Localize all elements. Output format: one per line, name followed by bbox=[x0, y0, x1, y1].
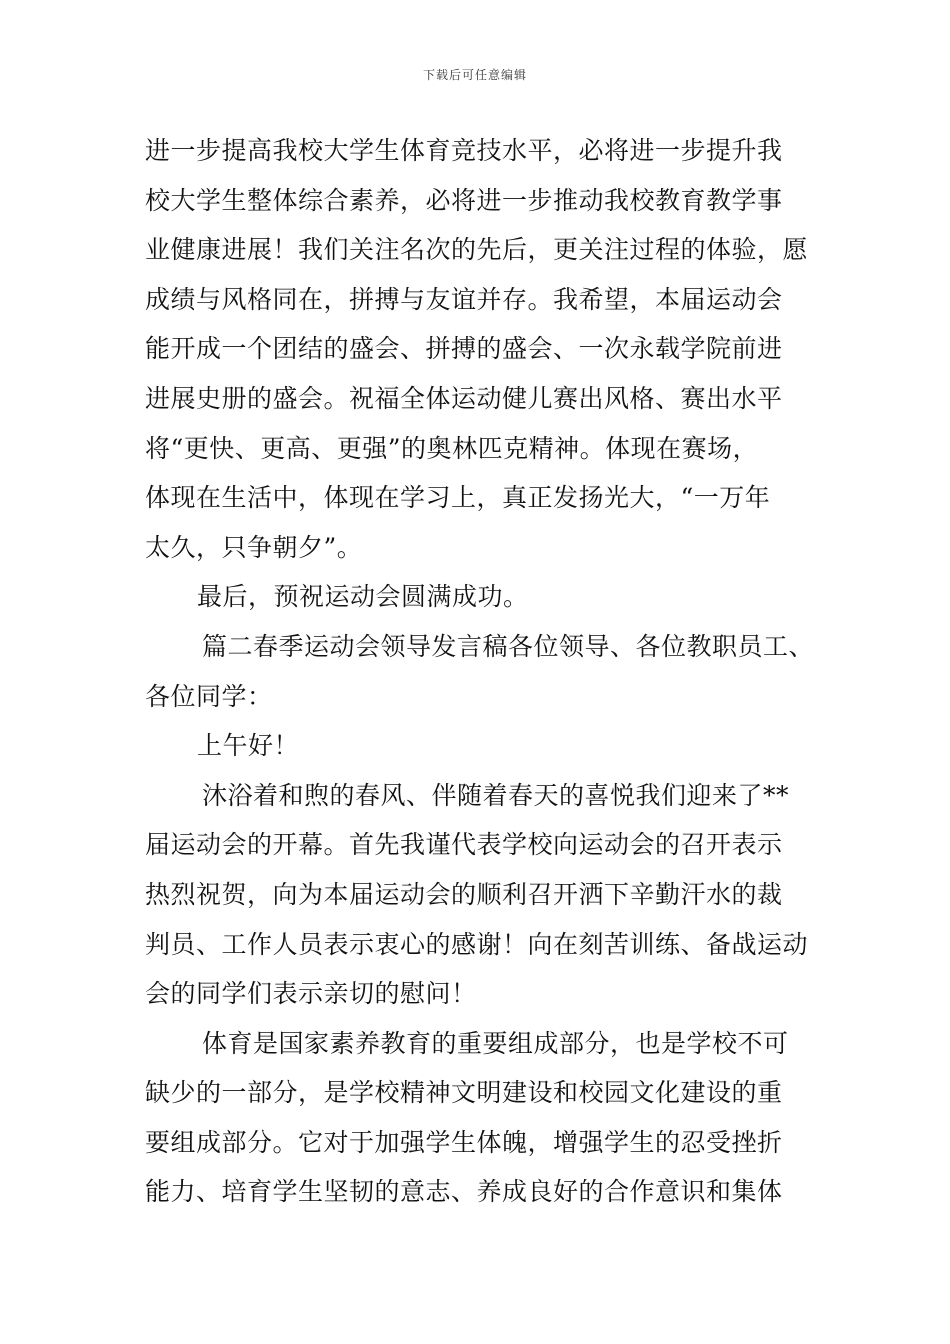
paragraph-opening: 沐浴着和煦的春风、伴随着春天的喜悦我们迎来了** bbox=[202, 780, 790, 810]
page-header-note: 下载后可任意编辑 bbox=[422, 68, 527, 82]
text-line: 进一步提高我校大学生体育竞技水平，必将进一步提升我 bbox=[145, 136, 783, 165]
text-line: 各位同学： bbox=[145, 681, 273, 711]
text-line: 届运动会的开幕。首先我谨代表学校向运动会的召开表示 bbox=[145, 830, 783, 860]
paragraph-sports-education: 体育是国家素养教育的重要组成部分，也是学校不可 bbox=[202, 1028, 789, 1058]
text-line: 体现在生活中，体现在学习上，真正发扬光大，“一万年 bbox=[145, 483, 771, 513]
text-line: 校大学生整体综合素养，必将进一步推动我校教育教学事 bbox=[145, 185, 783, 215]
section-heading-part-two: 篇二春季运动会领导发言稿各位领导、各位教职员工、 bbox=[202, 631, 815, 661]
text-line: 进展史册的盛会。祝福全体运动健儿赛出风格、赛出水平 bbox=[145, 383, 783, 413]
text-line: 判员、工作人员表示衷心的感谢！向在刻苦训练、备战运动 bbox=[145, 929, 809, 959]
text-line: 要组成部分。它对于加强学生体魄，增强学生的忍受挫折 bbox=[145, 1127, 783, 1157]
text-line: 太久，只争朝夕”。 bbox=[145, 532, 363, 562]
text-line: 能开成一个团结的盛会、拼搏的盛会、一次永载学院前进 bbox=[145, 334, 783, 364]
paragraph-closing-wish: 最后，预祝运动会圆满成功。 bbox=[197, 582, 529, 612]
text-line: 会的同学们表示亲切的慰问！ bbox=[145, 979, 477, 1009]
text-line: 缺少的一部分，是学校精神文明建设和校园文化建设的重 bbox=[145, 1078, 783, 1108]
document-body bbox=[145, 126, 815, 1217]
greeting-line: 上午好！ bbox=[197, 731, 300, 761]
text-line: 业健康进展！我们关注名次的先后，更关注过程的体验，愿 bbox=[145, 235, 809, 265]
text-line: 热烈祝贺，向为本届运动会的顺利召开洒下辛勤汗水的裁 bbox=[145, 879, 783, 909]
text-line: 能力、培育学生坚韧的意志、养成良好的合作意识和集体 bbox=[145, 1177, 783, 1207]
text-line: 将“更快、更高、更强”的奥林匹克精神。体现在赛场， bbox=[145, 433, 759, 463]
text-line: 成绩与风格同在，拼搏与友谊并存。我希望，本届运动会 bbox=[145, 284, 783, 314]
